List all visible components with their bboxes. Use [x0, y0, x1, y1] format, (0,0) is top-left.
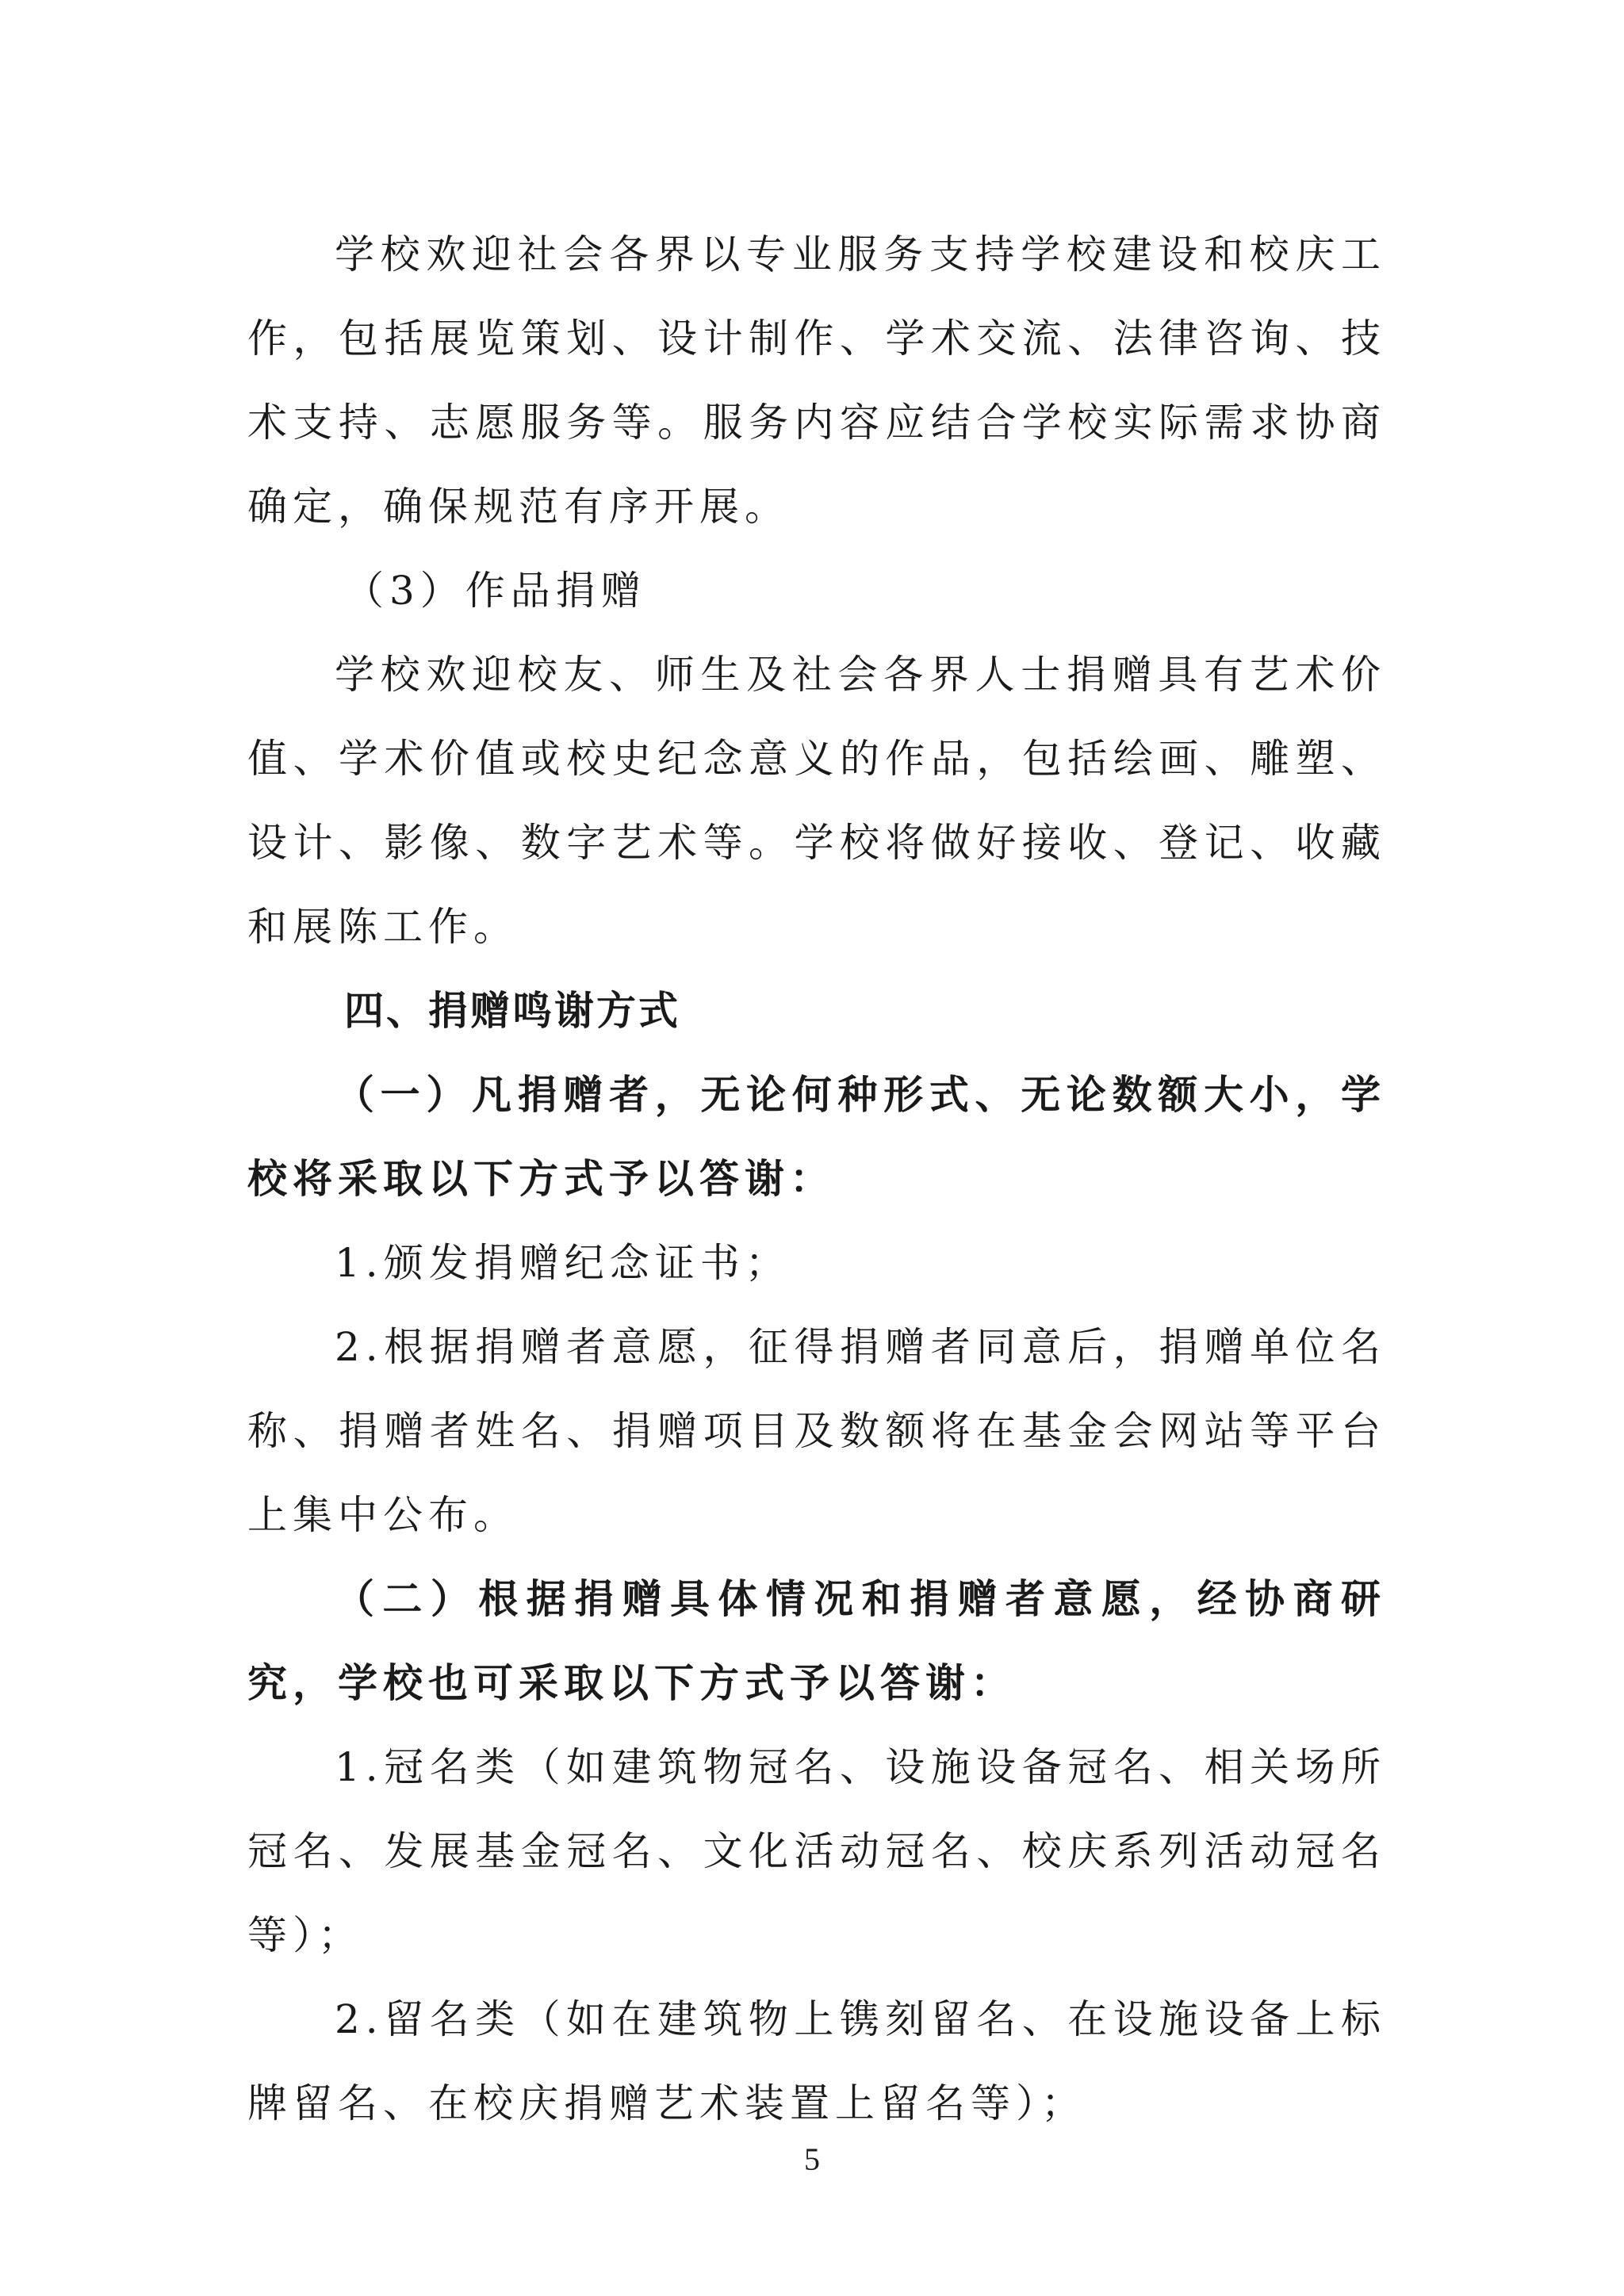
document-body: [247, 212, 1386, 2145]
list-item-naming-rights: 1.冠名类（如建筑物冠名、设施设备冠名、相关场所冠名、发展基金冠名、文化活动冠名、校庆系列活动冠名等）；: [247, 1744, 1386, 1958]
bold-paragraph-negotiated-acknowledgement: （二）根据捐赠具体情况和捐赠者意愿，经协商研究，学校也可采取以下方式予以答谢：: [247, 1576, 1386, 1706]
paragraph-artwork-donation: 学校欢迎校友、师生及社会各界人士捐赠具有艺术价值、学术价值或校史纪念意义的作品，包括绘画、雕塑、设计、影像、数字艺术等。学校将做好接收、登记、收藏和展陈工作。: [247, 652, 1386, 950]
list-item-certificate: 1.颁发捐赠纪念证书；: [335, 1240, 791, 1286]
paragraph-professional-services: 学校欢迎社会各界以专业服务支持学校建设和校庆工作，包括展览策划、设计制作、学术交流、法律咨询、技术支持、志愿服务等。服务内容应结合学校实际需求协商确定，确保规范有序开展。: [247, 232, 1386, 530]
section-heading-acknowledgement: 四、捐赠鸣谢方式: [344, 988, 680, 1034]
bold-paragraph-all-donors: （一）凡捐赠者，无论何种形式、无论数额大小，学校将采取以下方式予以答谢：: [247, 1072, 1386, 1202]
subheading-artwork-donation: （3）作品捐赠: [344, 568, 646, 614]
page-number: 5: [804, 2141, 820, 2177]
list-item-name-inscription: 2.留名类（如在建筑物上镌刻留名、在设施设备上标牌留名、在校庆捐赠艺术装置上留名等）；: [247, 1996, 1386, 2126]
list-item-public-announcement: 2.根据捐赠者意愿，征得捐赠者同意后，捐赠单位名称、捐赠者姓名、捐赠项目及数额将在基金会网站等平台上集中公布。: [247, 1324, 1386, 1538]
